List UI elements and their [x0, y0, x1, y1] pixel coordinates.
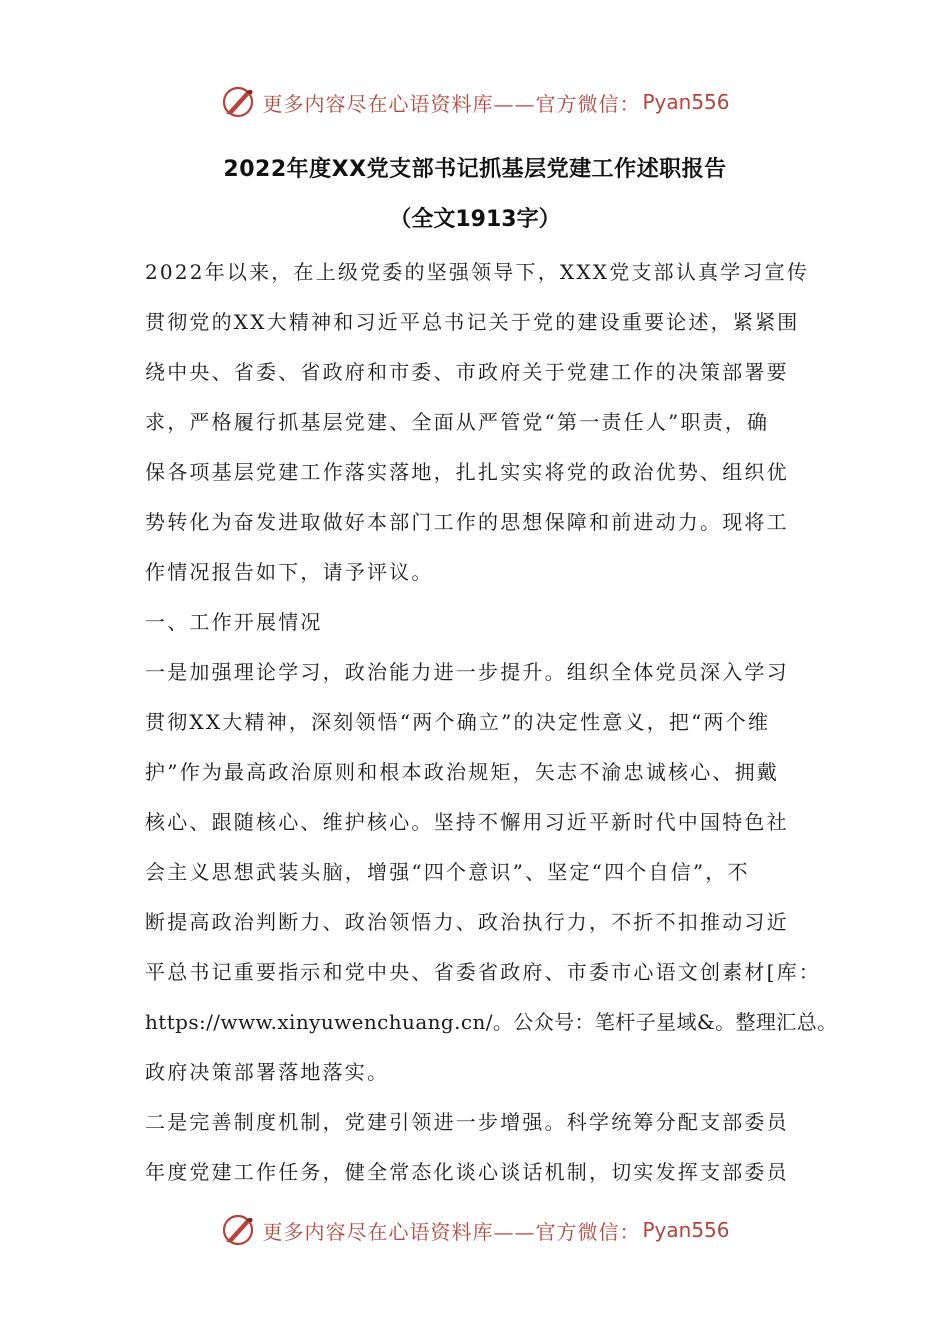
banner-wechat-id: Pyan556	[642, 90, 730, 114]
document-title: 2022年度XX党支部书记抓基层党建工作述职报告	[223, 157, 727, 182]
body-line: 政府决策部署落地落实。	[145, 1060, 390, 1084]
banner-text: 更多内容尽在心语资料库——官方微信：	[262, 1219, 641, 1244]
header-banner	[0, 80, 950, 124]
banner-wechat-id: Pyan556	[642, 1218, 730, 1242]
document-body	[145, 247, 838, 1197]
body-line: 保各项基层党建工作落实落地，扎扎实实将党的政治优势、组织优	[145, 460, 789, 484]
footer-banner	[0, 1208, 950, 1252]
body-line: 核心、跟随核心、维护核心。坚持不懈用习近平新时代中国特色社	[145, 810, 789, 834]
body-line: 会主义思想武装头脑，增强“四个意识”、坚定“四个自信”，不	[145, 860, 750, 884]
body-line: 贯彻XX大精神，深刻领悟“两个确立”的决定性意义，把“两个维	[145, 710, 771, 734]
body-line: 一是加强理论学习，政治能力进一步提升。组织全体党员深入学习	[145, 660, 789, 684]
document-subtitle: （全文1913字）	[389, 207, 561, 232]
body-line: 二是完善制度机制，党建引领进一步增强。科学统筹分配支部委员	[145, 1110, 789, 1134]
body-line: 绕中央、省委、省政府和市委、市政府关于党建工作的决策部署要	[145, 360, 789, 384]
quill-pen-logo-icon	[220, 1212, 256, 1248]
body-line: 平总书记重要指示和党中央、省委省政府、市委市心语文创素材[库：	[145, 960, 822, 984]
body-line: 作情况报告如下，请予评议。	[145, 560, 434, 584]
body-line: 求，严格履行抓基层党建、全面从严管党“第一责任人”职责，确	[145, 410, 770, 434]
section-heading: 一、工作开展情况	[145, 610, 323, 634]
body-line-url: https://www.xinyuwenchuang.cn/。公众号：笔杆子星域&。整理汇总。	[145, 1010, 838, 1034]
body-line: 势转化为奋发进取做好本部门工作的思想保障和前进动力。现将工	[145, 510, 789, 534]
body-line: 护”作为最高政治原则和根本政治规矩，矢志不渝忠诚核心、拥戴	[145, 760, 780, 784]
body-line: 年度党建工作任务，健全常态化谈心谈话机制，切实发挥支部委员	[145, 1160, 789, 1184]
body-line: 贯彻党的XX大精神和习近平总书记关于党的建设重要论述，紧紧围	[145, 310, 800, 334]
banner-text: 更多内容尽在心语资料库——官方微信：	[262, 91, 641, 116]
quill-pen-logo-icon	[220, 84, 256, 120]
body-line: 断提高政治判断力、政治领悟力、政治执行力，不折不扣推动习近	[145, 910, 789, 934]
body-line: 2022年以来，在上级党委的坚强领导下，XXX党支部认真学习宣传	[145, 260, 810, 284]
